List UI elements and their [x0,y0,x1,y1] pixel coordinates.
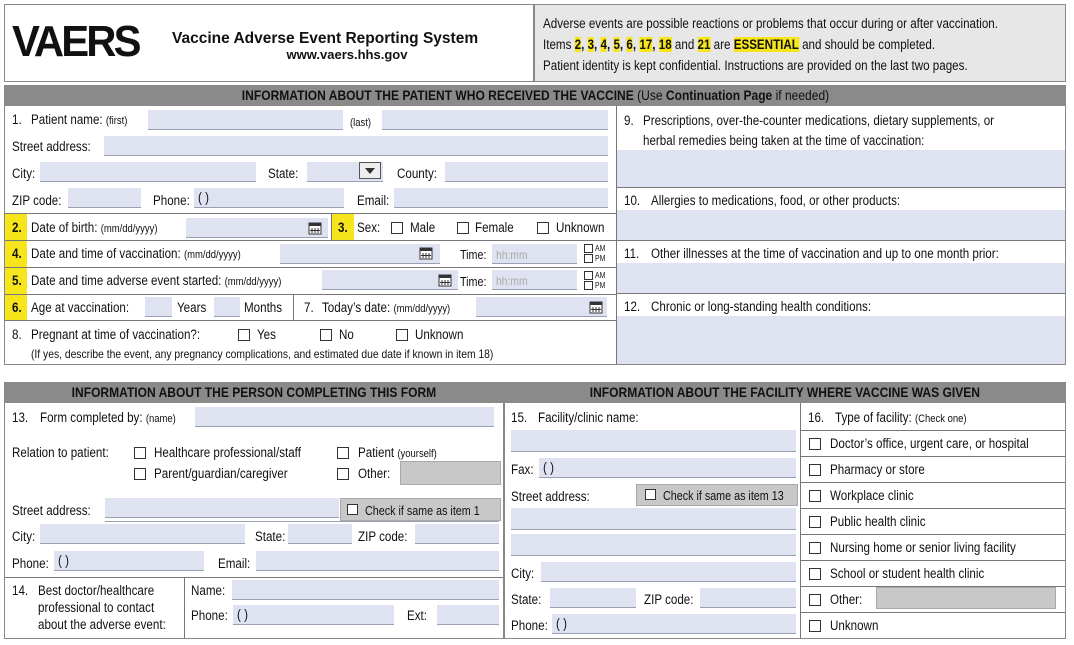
sex-unknown-checkbox[interactable] [537,222,549,234]
facility-fax-label: Fax: [511,462,534,477]
facility-bar-title: INFORMATION ABOUT THE FACILITY WHERE VACCINE WAS GIVEN [589,384,981,400]
q9-line2: herbal remedies being taken at the time of vaccination: [643,133,925,148]
q9-line1: Prescriptions, over-the-counter medications, dietary supplements, or [643,113,995,128]
facility-type-other-label: Other: [830,592,863,607]
q13-name-hint: (name) [145,413,176,425]
sex-male-label: Male [410,220,436,235]
person-phone-label: Phone: [12,556,49,571]
sex-female-checkbox[interactable] [457,222,469,234]
q4-label-text: Date and time of vaccination: [31,246,181,261]
allergies-textarea[interactable] [617,210,1065,240]
chronic-conditions-textarea[interactable] [617,316,1065,364]
divider [5,320,616,321]
person-zip-input[interactable] [415,524,499,544]
q7-format: (mm/dd/yyyy) [393,303,451,315]
state-dropdown-arrow-icon[interactable] [359,162,381,179]
facility-phone-label: Phone: [511,618,548,633]
q1-last-text: (last) [350,117,372,129]
person-bar-title: INFORMATION ABOUT THE PERSON COMPLETING THIS FORM [71,384,437,400]
vaccination-time-input[interactable] [492,244,577,264]
q13-number: 13. [12,410,29,425]
divider [617,187,1065,188]
relation-parent-checkbox[interactable] [134,468,146,480]
facility-fax-parens: ( ) [543,460,554,475]
patient-state-label: State: [268,166,299,181]
facility-type-public-health-label: Public health clinic [830,514,926,529]
dob-input[interactable] [186,218,328,238]
q5-am-label: AM [595,271,606,280]
header-title: Vaccine Adverse Event Reporting System [172,30,479,47]
patient-city-input[interactable] [40,162,256,182]
q7-label-text: Today’s date: [322,300,391,315]
q7-label [322,300,450,317]
q8-label: Pregnant at time of vaccination?: [31,327,201,342]
relation-other-label: Other: [358,466,391,481]
patient-phone-parens: ( ) [198,190,209,205]
q6-number: 6. [12,300,22,315]
q2-label-text: Date of birth: [31,220,98,235]
note-essential: ESSENTIAL [733,37,799,52]
person-zip-label: ZIP code: [358,529,408,544]
note-item-3: 3 [587,37,595,52]
q4-am-label: AM [595,244,606,253]
facility-zip-input[interactable] [700,588,796,608]
facility-type-unknown-label: Unknown [830,618,879,633]
patient-section-bar [4,86,1066,106]
q1-number: 1. [12,112,22,127]
q5-time-label: Time: [460,275,487,289]
facility-type-workplace-label: Workplace clinic [830,488,914,503]
facility-type-nursing-label: Nursing home or senior living facility [830,540,1016,555]
medications-textarea[interactable] [617,150,1065,187]
q8-note: (If yes, describe the event, any pregnancy complications, and estimated due date if known in item 18) [31,347,494,361]
vaers-logo: VAERS [12,17,139,66]
patient-phone-input[interactable] [194,188,344,208]
note-item-2: 2 [574,37,582,52]
relation-patient-label [358,445,437,462]
divider [800,403,801,638]
note-item-17: 17 [639,37,653,52]
q4-format: (mm/dd/yyyy) [183,249,241,261]
relation-other-checkbox[interactable] [337,468,349,480]
time-placeholder: hh:mm [496,248,528,262]
q2-number: 2. [12,220,22,235]
patient-bar-title: INFORMATION ABOUT THE PATIENT WHO RECEIVED THE VACCINE [241,87,634,103]
facility-city-input[interactable] [541,562,796,582]
divider [801,612,1065,613]
q5-pm-checkbox[interactable] [584,281,593,290]
patient-county-input[interactable] [445,162,608,182]
q8-number: 8. [12,327,22,342]
facility-phone-input[interactable] [552,614,796,634]
doctor-name-input[interactable] [232,580,499,600]
header-note-line2: Items 2, 3, 4, 5, 6, 17, 18 and 21 are ESSENTIAL and should be completed. [543,37,936,52]
sex-female-label: Female [475,220,514,235]
facility-type-doctor-label: Doctor’s office, urgent care, or hospital [830,436,1029,451]
doctor-ext-input[interactable] [437,605,499,625]
facility-zip-label: ZIP code: [644,592,694,607]
patient-zip-label: ZIP code: [12,193,62,208]
person-street-input[interactable] [105,498,339,518]
q13-label-text: Form completed by: [40,410,143,425]
q14-phone-label: Phone: [191,608,228,623]
facility-type-public-health-checkbox[interactable] [809,516,821,528]
doctor-phone-parens: ( ) [237,607,248,622]
calendar-icon[interactable] [419,246,433,260]
years-label: Years [177,300,207,315]
note-are: are [713,37,731,52]
facility-type-school-label: School or student health clinic [830,566,985,581]
divider [801,560,1065,561]
age-months-input[interactable] [214,297,240,317]
q10-label: Allergies to medications, food, or other products: [651,193,901,208]
relation-patient-hint: (yourself) [397,448,437,460]
person-email-label: Email: [218,556,251,571]
patient-last-name-input[interactable] [382,110,608,130]
patient-bar-needed: if needed) [775,87,829,103]
vaccination-date-input[interactable] [280,244,440,264]
q5-pm-label: PM [595,281,606,290]
person-state-input[interactable] [288,524,352,544]
facility-name-input[interactable] [511,430,796,452]
note-item-6: 6 [626,37,633,52]
q15-number: 15. [511,410,528,425]
patient-first-name-input[interactable] [148,110,343,130]
patient-street-input[interactable] [104,136,608,156]
note-item-21: 21 [697,37,711,52]
note-and: and [674,37,695,52]
patient-phone-label: Phone: [153,193,190,208]
q4-pm-label: PM [595,254,606,263]
patient-street-label: Street address: [12,139,91,154]
q12-number: 12. [624,299,641,314]
age-years-input[interactable] [145,297,172,317]
person-phone-parens: ( ) [58,553,69,568]
q3-number: 3. [338,220,348,235]
divider [5,577,503,578]
facility-street-input-1[interactable] [511,508,796,530]
divider [801,534,1065,535]
same-as-item1-label: Check if same as item 1 [365,504,480,518]
person-street-input-2[interactable] [105,520,499,522]
same-as-item13-label: Check if same as item 13 [663,489,784,503]
facility-type-other-checkbox[interactable] [809,594,821,606]
facility-type-unknown-checkbox[interactable] [809,620,821,632]
divider [801,508,1065,509]
q12-label: Chronic or long-standing health conditions: [651,299,872,314]
header-url[interactable]: www.vaers.hhs.gov [286,47,408,62]
patient-email-input[interactable] [394,188,608,208]
q4-time-label: Time: [460,248,487,262]
facility-phone-parens: ( ) [556,616,567,631]
divider [5,240,616,241]
doctor-phone-input[interactable] [233,605,394,625]
person-city-label: City: [12,529,36,544]
facility-type-doctor-checkbox[interactable] [809,438,821,450]
q5-number: 5. [12,273,22,288]
facility-state-input[interactable] [550,588,636,608]
relation-patient-checkbox[interactable] [337,447,349,459]
q16-label [835,410,967,427]
facility-fax-input[interactable] [539,458,796,478]
pregnant-unknown-label: Unknown [415,327,464,342]
pregnant-yes-checkbox[interactable] [238,329,250,341]
header-note-line1: Adverse events are possible reactions or problems that occur during or after vaccination. [543,16,998,31]
note-suffix: and should be completed. [802,37,936,52]
person-city-input[interactable] [40,524,245,544]
q3-label: Sex: [357,220,381,235]
patient-zip-input[interactable] [68,188,141,208]
facility-type-workplace-checkbox[interactable] [809,490,821,502]
q4-number: 4. [12,246,22,261]
facility-type-pharmacy-label: Pharmacy or store [830,462,925,477]
event-time-input[interactable] [492,270,577,290]
calendar-icon[interactable] [308,221,322,235]
note-item-18: 18 [658,37,672,52]
q11-label: Other illnesses at the time of vaccination and up to one month prior: [651,246,999,261]
pregnant-yes-label: Yes [257,327,276,342]
q5-label [31,273,281,290]
divider [617,240,1065,241]
q13-label [40,410,176,427]
facility-section-bar [504,383,1066,403]
time-placeholder: hh:mm [496,274,528,288]
q14-line1: Best doctor/healthcare [38,583,155,598]
relation-patient-text: Patient [358,445,395,460]
q16-number: 16. [808,410,825,425]
divider [5,267,616,268]
q5-label-text: Date and time adverse event started: [31,273,222,288]
q1-last-hint [350,114,371,131]
patient-email-label: Email: [357,193,390,208]
header-note-line3: Patient identity is kept confidential. Instructions are provided on the last two pages. [543,58,968,73]
person-phone-input[interactable] [54,551,204,571]
q15-label: Facility/clinic name: [538,410,639,425]
patient-county-label: County: [397,166,438,181]
pregnant-no-checkbox[interactable] [320,329,332,341]
same-as-item1-checkbox[interactable] [347,504,358,515]
patient-bar-use: (Use [636,87,663,103]
divider [801,482,1065,483]
q1-label-text: Patient name: [31,112,103,127]
facility-street-label: Street address: [511,489,590,504]
q2-format: (mm/dd/yyyy) [100,223,158,235]
q7-number: 7. [304,300,314,315]
completed-by-name-input[interactable] [195,407,494,427]
divider [5,294,616,295]
q5-format: (mm/dd/yyyy) [224,276,282,288]
person-street-label: Street address: [12,503,91,518]
note-item-4: 4 [600,37,607,52]
todays-date-input[interactable] [476,297,607,317]
facility-type-school-checkbox[interactable] [809,568,821,580]
q10-number: 10. [624,193,641,208]
person-section-bar [4,383,504,403]
q16-label-text: Type of facility: [835,410,912,425]
same-as-item13-checkbox[interactable] [645,489,656,500]
pregnant-no-label: No [339,327,354,342]
patient-bar-continuation[interactable]: Continuation Page [665,87,772,103]
q14-line3: about the adverse event: [38,617,166,632]
facility-street-input-2[interactable] [511,534,796,556]
q14-number: 14. [12,583,29,598]
divider [5,213,616,214]
facility-city-label: City: [511,566,535,581]
relation-label: Relation to patient: [12,445,109,460]
months-label: Months [244,300,283,315]
relation-other-input[interactable] [400,461,501,485]
q11-number: 11. [624,246,640,261]
divider [184,578,185,638]
q6-label: Age at vaccination: [31,300,130,315]
q14-name-label: Name: [191,583,226,598]
sex-male-checkbox[interactable] [391,222,403,234]
q9-number: 9. [624,113,634,128]
sex-unknown-label: Unknown [556,220,605,235]
pregnant-unknown-checkbox[interactable] [396,329,408,341]
facility-type-other-input[interactable] [876,587,1056,609]
q5-am-checkbox[interactable] [584,271,593,280]
q14-line2: professional to contact [38,600,155,615]
facility-state-label: State: [511,592,542,607]
q4-am-checkbox[interactable] [584,244,593,253]
person-email-input[interactable] [256,551,499,571]
calendar-icon[interactable] [438,273,452,287]
other-illnesses-textarea[interactable] [617,263,1065,293]
divider [801,430,1065,431]
q16-hint: (Check one) [915,413,967,425]
note-item-5: 5 [613,37,620,52]
relation-hcp-checkbox[interactable] [134,447,146,459]
relation-hcp-label: Healthcare professional/staff [154,445,301,460]
divider [801,456,1065,457]
facility-type-nursing-checkbox[interactable] [809,542,821,554]
divider [617,293,1065,294]
q1-label [31,112,127,129]
q1-first-hint: (first) [105,115,128,127]
q14-ext-label: Ext: [407,608,428,623]
q2-label [31,220,157,237]
facility-type-pharmacy-checkbox[interactable] [809,464,821,476]
q4-label [31,246,241,263]
q4-pm-checkbox[interactable] [584,254,593,263]
divider [293,295,294,320]
calendar-icon[interactable] [589,300,603,314]
patient-city-label: City: [12,166,36,181]
relation-parent-label: Parent/guardian/caregiver [154,466,288,481]
person-state-label: State: [255,529,286,544]
note-items-prefix: Items [543,37,572,52]
